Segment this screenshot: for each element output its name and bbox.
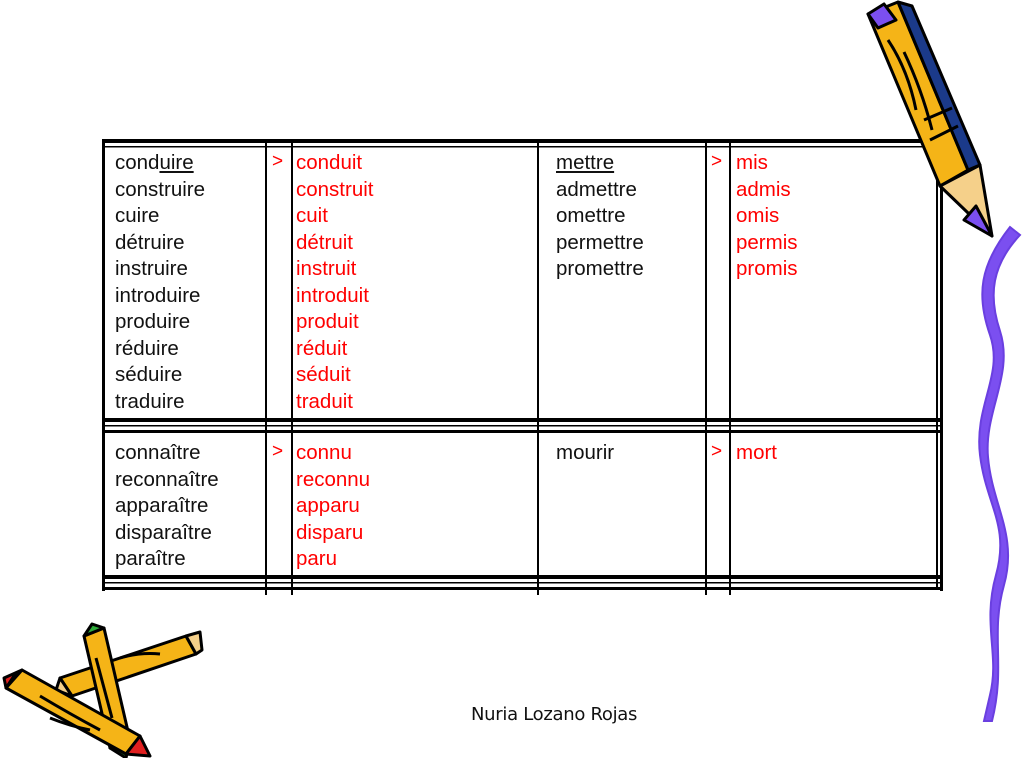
participle: détruit	[296, 230, 353, 254]
verb: permettre	[556, 230, 644, 254]
verb: introduire	[115, 283, 201, 307]
block2-left-verbs	[115, 440, 219, 573]
block1-left-participles	[296, 150, 373, 415]
block1-left-verbs	[115, 150, 205, 415]
participle: mort	[736, 441, 777, 464]
participle: connu	[296, 441, 352, 464]
block2-right-verbs	[556, 440, 614, 467]
verb: cuire	[115, 204, 160, 227]
block1-head-verb: conduire	[115, 151, 194, 174]
participle: réduit	[296, 336, 348, 360]
block1-right-head-verb: mettre	[556, 151, 615, 174]
participle: permis	[736, 230, 798, 254]
verb: mourir	[556, 441, 615, 464]
participle: mis	[736, 151, 768, 174]
verb: promettre	[556, 257, 644, 280]
participle: construit	[296, 177, 374, 201]
participle: conduit	[296, 151, 363, 174]
verb: admettre	[556, 177, 637, 201]
participle: reconnu	[296, 467, 371, 491]
block1-right-arrow: >	[711, 151, 723, 172]
verb: reconnaître	[115, 467, 219, 491]
participle: instruit	[296, 257, 357, 280]
block2-left-arrow: >	[272, 441, 284, 462]
verb: instruire	[115, 257, 188, 280]
verb: disparaître	[115, 520, 212, 544]
block1-right-verbs	[556, 150, 644, 283]
participle: apparu	[296, 494, 360, 517]
block2-left-participles	[296, 440, 370, 573]
block2-right-arrow: >	[711, 441, 723, 462]
block1-right-participles	[736, 150, 798, 283]
footer-author: Nuria Lozano Rojas	[471, 704, 638, 725]
verb: séduire	[115, 363, 183, 386]
verb: connaître	[115, 441, 201, 464]
participle: paru	[296, 547, 338, 570]
verb: paraître	[115, 547, 186, 570]
verb: apparaître	[115, 494, 209, 517]
verb: omettre	[556, 204, 626, 227]
pencil-icon	[860, 0, 1010, 245]
participle: admis	[736, 177, 791, 201]
participle: séduit	[296, 363, 351, 386]
verb: réduire	[115, 336, 179, 360]
block1-left-arrow: >	[272, 151, 284, 172]
participle: omis	[736, 204, 780, 227]
participle: traduit	[296, 389, 353, 413]
verb: produire	[115, 310, 191, 333]
participle: promis	[736, 257, 798, 280]
crossed-pencils-icon	[0, 618, 205, 758]
verb: traduire	[115, 389, 185, 413]
participle: produit	[296, 310, 359, 333]
participle: introduit	[296, 283, 369, 307]
verb: détruire	[115, 230, 185, 254]
participle: cuit	[296, 204, 328, 227]
squiggle-decoration	[970, 225, 1024, 725]
verb: construire	[115, 177, 206, 201]
block2-right-participles	[736, 440, 777, 467]
participle: disparu	[296, 520, 364, 544]
